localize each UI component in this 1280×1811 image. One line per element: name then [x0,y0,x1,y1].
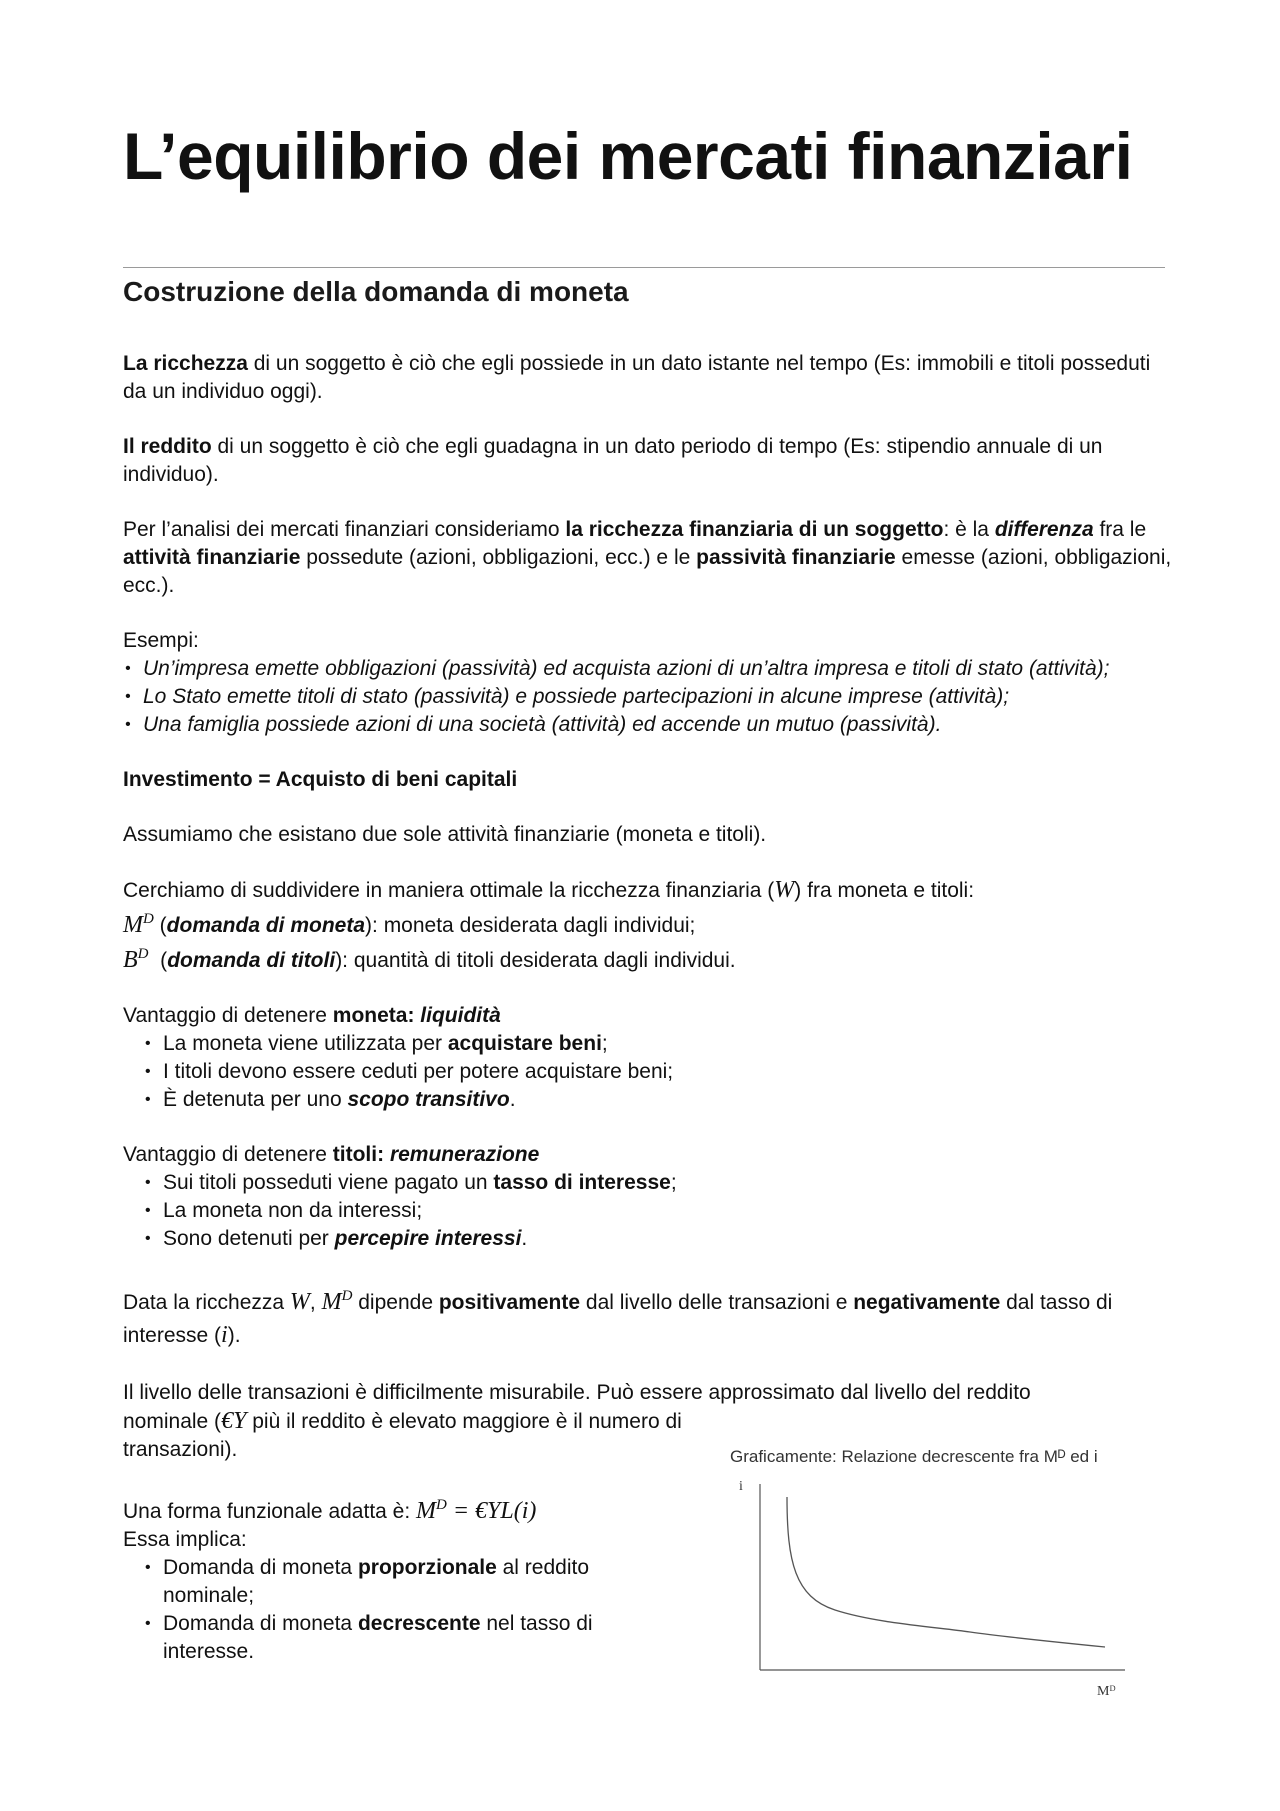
paragraph-wealth [123,350,1173,406]
term: acquistare beni [447,1032,602,1055]
text: Cerchiamo di suddividere in maniera ottimale la ricchezza finanziaria ( [123,879,775,902]
text: possedute (azioni, obbligazioni, ecc.) e le [300,546,697,569]
sup: D [143,911,154,927]
term: titoli: [332,1143,390,1166]
term: proporzionale [357,1556,497,1579]
paragraph-dependence [123,1280,1173,1352]
demand-curve [787,1497,1105,1647]
money-demand-def [123,905,1173,940]
title-divider [123,267,1165,268]
money-demand-graph [725,1452,1155,1707]
term: domanda di titoli [167,949,336,972]
text: Una forma funzionale adatta è: [123,1500,417,1523]
text: emesse (azioni, obbligazioni, ecc.). [123,546,1172,597]
text: Domanda di moneta [163,1556,358,1579]
text: ; [601,1032,608,1055]
term: passività finanziarie [696,546,896,569]
text: ( [148,949,168,972]
page-title: L’equilibrio dei mercati finanziari [123,119,1133,193]
text: Domanda di moneta [163,1612,358,1635]
functional-form [123,1491,683,1526]
investment-definition [123,766,1173,794]
transactions-line: Il livello delle transazioni è difficilmente misurabile. Può essere approssimato dal livello del reddito [123,1381,1031,1404]
examples-heading: Esempi: [123,629,199,652]
text: al reddito nominale; [163,1556,590,1607]
money-advantage-heading [123,1002,1173,1030]
term-ricchezza: La ricchezza [123,352,248,375]
math-w: W [289,1289,310,1315]
text: ( [153,914,167,937]
term: tasso di interesse [493,1171,671,1194]
term: negativamente [853,1291,1001,1314]
text: Vantaggio di detenere [123,1004,333,1027]
sup: D [436,1497,447,1513]
sym: M [321,1289,342,1315]
term: percepire interessi [334,1227,522,1250]
implication-heading: Essa implica: [123,1528,247,1551]
math-w: W [774,877,795,903]
list-item [123,1554,663,1610]
list-item: • Lo Stato emette titoli di stato (passività) e possiede partecipazioni in alcune imprese (attività); [123,683,1173,711]
term: moneta: [332,1004,421,1027]
math-bd [123,947,149,973]
sup: D [341,1288,353,1304]
term: decrescente [357,1612,481,1635]
text: più il reddito è elevato maggiore è il numero di transazioni). [123,1410,682,1461]
term-reddito: Il reddito [123,435,212,458]
formula-rest: = €YL(i) [446,1498,537,1524]
x-axis-label: Mᴰ [1097,1684,1116,1699]
term: positivamente [438,1291,581,1314]
text: È detenuta per uno [163,1088,348,1111]
list-item: • Un’impresa emette obbligazioni (passività) ed acquista azioni di un’altra impresa e titoli di stato (attività); [123,655,1173,683]
examples-list [123,655,1173,739]
sup: D [137,946,149,962]
term: la ricchezza finanziaria di un soggetto [565,518,944,541]
graph-caption: Graficamente: Relazione decrescente fra Mᴰ ed i [730,1447,1098,1466]
formula [416,1498,536,1524]
text: nominale ( [123,1410,222,1433]
text: , [309,1291,322,1314]
text: fra le [1093,518,1147,541]
implication-list [123,1554,663,1666]
list-item: • Una famiglia possiede azioni di una società (attività) ed accende un mutuo (passività). [123,711,1173,739]
text: . [521,1227,528,1250]
bond-advantage-heading [123,1141,1173,1169]
term: domanda di moneta [166,914,366,937]
text: Per l’analisi dei mercati finanziari consideriamo [123,518,566,541]
transactions-rest [123,1407,683,1464]
math-ey: €Y [221,1408,247,1434]
text: . [509,1088,516,1111]
text: Sui titoli posseduti viene pagato un [163,1171,494,1194]
term: differenza [994,518,1094,541]
math-i: i [221,1322,228,1348]
list-item [123,1225,1173,1253]
term: attività finanziarie [123,546,301,569]
text: : è la [943,518,995,541]
math-md [322,1289,353,1315]
bond-advantage-list [123,1169,1173,1253]
text: dal livello delle transazioni e [580,1291,854,1314]
text: Sono detenuti per [163,1227,335,1250]
sym: M [416,1498,437,1524]
sym: M [123,912,143,938]
list-item [123,1169,1173,1197]
term: scopo transitivo [347,1088,510,1111]
text: di un soggetto è ciò che egli guadagna in un dato periodo di tempo (Es: stipendio annuale di un individuo). [123,435,1103,486]
money-advantage-list [123,1030,1173,1114]
text: dipende [352,1291,439,1314]
text: I titoli devono essere ceduti per potere acquistare beni; [163,1060,674,1083]
text: nel tasso di interesse. [163,1612,593,1663]
y-axis-label: i [739,1479,743,1494]
text: Data la ricchezza [123,1291,290,1314]
list-item [123,1058,1173,1086]
sym: B [123,947,138,973]
term: Investimento = Acquisto di beni capitali [123,768,518,791]
math-md [123,912,154,938]
text: di un soggetto è ciò che egli possiede in un dato istante nel tempo (Es: immobili e titoli posseduti da un individuo oggi). [123,352,1151,403]
text: ): quantità di titoli desiderata dagli individui. [335,949,736,972]
text: dal tasso di interesse ( [123,1291,1113,1347]
text: La moneta viene utilizzata per [163,1032,448,1055]
assumption: Assumiamo che esistano due sole attività finanziarie (moneta e titoli). [123,823,767,846]
list-item [123,1610,663,1666]
list-item [123,1086,1173,1114]
term: liquidità [420,1004,501,1027]
term: remunerazione [389,1143,540,1166]
list-item [123,1197,1173,1225]
wealth-split [123,876,1173,905]
text: ). [227,1324,241,1347]
paragraph-income [123,433,1173,489]
bond-demand-def [123,940,1173,975]
section-heading: Costruzione della domanda di moneta [123,276,629,307]
text: ): moneta desiderata dagli individui; [365,914,696,937]
text: Vantaggio di detenere [123,1143,333,1166]
text: La moneta non da interessi; [163,1199,423,1222]
paragraph-financial-wealth [123,516,1173,600]
list-item [123,1030,1173,1058]
text: ; [670,1171,677,1194]
text: ) fra moneta e titoli: [794,879,975,902]
